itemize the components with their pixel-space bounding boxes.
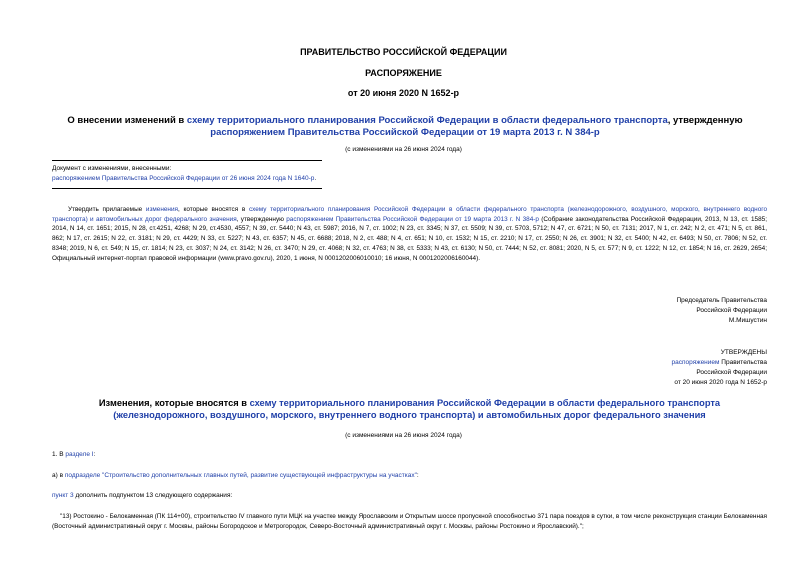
document-title: О внесении изменений в схему территориального планирования Российской Федерации в области федерального транспорта, утвержденную распоряжением Правительства Российской Федерации от 19 марта 2013 г. N 384-р — [67, 115, 743, 138]
item-13-text: "13) Ростокино - Белокаменная (ПК 114+00), строительство IV главного пути МЦК на участке между Ярославским и Открытым шоссе пропускной способностью 371 пара поездов в сутки, в том числе реконструкция станции Белокаменная (Восточный административный округ г. Москвы, районы Богородское и Метрогородок, Северо-Восточный административный округ г. Москвы, районы Ростокино и Ярославский)."; — [52, 513, 767, 530]
revision-note-2: (с изменениями на 26 июня 2024 года) — [345, 432, 462, 439]
changes-title: Изменения, которые вносятся в схему территориального планирования Российской Федерации в области федерального транспорта (железнодорожного, воздушного, морского, внутреннего водного транспорта) и автомобильных дорог федерального значения — [98, 398, 721, 420]
scheme-link[interactable]: схему территориального планирования Российской Федерации в области федерального транспорта (железнодорожного, воздушного, морского, внутреннего водного транспорта) и автомобильных дорог федерального значения — [52, 206, 767, 223]
item-1: 1. В разделе I: — [52, 451, 96, 458]
subsection-link[interactable]: подразделе "Строительство дополнительных главных путей, развитие существующей инфраструктуры на участках" — [64, 472, 417, 479]
approved-block: УТВЕРЖДЕНЫ распоряжением Правительства Российской Федерации от 20 июня 2020 года N 1652-р — [671, 349, 767, 386]
doc-date-number: от 20 июня 2020 N 1652-р — [347, 88, 460, 98]
title-scheme-link[interactable]: схему территориального планирования Российской Федерации в области федерального транспорта — [186, 115, 668, 126]
order-384-link[interactable]: распоряжением Правительства Российской Федерации от 19 марта 2013 г. N 384-р — [286, 215, 539, 223]
main-paragraph: Утвердить прилагаемые изменения, которые вносятся в схему территориального планирования Российской Федерации в области федерального транспорта (железнодорожного, воздушного, морского, внутреннего водного транспорта) и автомобильных дорог федерального значения, утвержденную распоряжением Правительства Российской Федерации от 19 марта 2013 г. N 384-р (Собрание законодательства Российской Федерации, 2013, N 13, ст. 1585; 2014, N 14, ст. 1651; 2015, N 28, ст.4251, 4268; N 29, ст.4530, 4557; N 39, ст. 5440; N 43, ст. 5987; 2016, N 7, ст. 1002; N 23, ст. 3345; N 37, ст. 5509; N 39, ст. 5703, 5712; N 47, ст. 6721; N 50, ст. 7131; 2017, N 1, ст. 242; N 2, ст. 471; N 5, ст. 861, 862; N 17, ст. 2615; N 22, ст. 3181; N 29, ст. 4429; N 33, ст. 5227; N 43, ст. 6357; N 45, ст. 6688; 2018, N 2, ст. 488; N 4, ст. 651; N 10, ст. 1532; N 15, ст. 2210; N 17, ст. 2550; N 26, ст. 3901; N 32, ст. 5400; N 42, ст. 6493; N 50, ст. 7806; N 52, ст. 8348; 2019, N 6, ст. 549; N 15, ст. 1814; N 23, ст. 3037; N 24, ст. 3142; N 26, ст. 3470; N 29, ст. 4068; N 32, ст. 4763; N 38, ст. 5333; N 43, ст. 6130; N 50, ст. 7444; N 52, ст. 8081; 2020, N 5, ст. 577; N 9, ст. 1222; N 12, ст. 1854; N 16, ст. 2629, 2654; Официальный интернет-портал правовой информации (www.pravo.gov.ru), 2020, 1 июня, N 0001202006010010; 16 июня, N 0001202006160044). — [52, 206, 767, 262]
amendment-link[interactable]: распоряжением Правительства Российской Федерации от 26 июня 2024 года N 1640-р — [52, 175, 315, 182]
item-point3: пункт 3 дополнить подпунктом 13 следующего содержания: — [52, 492, 233, 499]
doc-type: РАСПОРЯЖЕНИЕ — [365, 68, 442, 78]
item-a: а) в подразделе "Строительство дополнительных главных путей, развитие существующей инфраструктуры на участках": — [52, 472, 419, 479]
government-header: ПРАВИТЕЛЬСТВО РОССИЙСКОЙ ФЕДЕРАЦИИ — [300, 47, 507, 57]
changes-scheme-link[interactable]: схему территориального планирования Российской Федерации в области федерального транспорта (железнодорожного, воздушного, морского, внутреннего водного транспорта) и автомобильных дорог федерального значения — [113, 398, 721, 420]
signature-block: Председатель Правительства Российской Федерации М.Мишустин — [676, 297, 767, 324]
amendment-info: Документ с изменениями, внесенными: распоряжением Правительства Российской Федерации от 26 июня 2024 года N 1640-р. — [52, 165, 317, 182]
title-order-link[interactable]: распоряжением Правительства Российской Федерации от 19 марта 2013 г. N 384-р — [210, 127, 600, 138]
section-i-link[interactable]: разделе I — [65, 451, 94, 458]
approved-order-link[interactable]: распоряжением — [671, 359, 720, 366]
changes-link[interactable]: изменения — [145, 206, 178, 213]
divider-bottom — [52, 188, 322, 189]
amendment-label: Документ с изменениями, внесенными: — [52, 165, 172, 172]
point-3-link[interactable]: пункт 3 — [52, 492, 74, 499]
divider-top — [52, 160, 322, 161]
revision-note: (с изменениями на 26 июня 2024 года) — [345, 146, 462, 153]
